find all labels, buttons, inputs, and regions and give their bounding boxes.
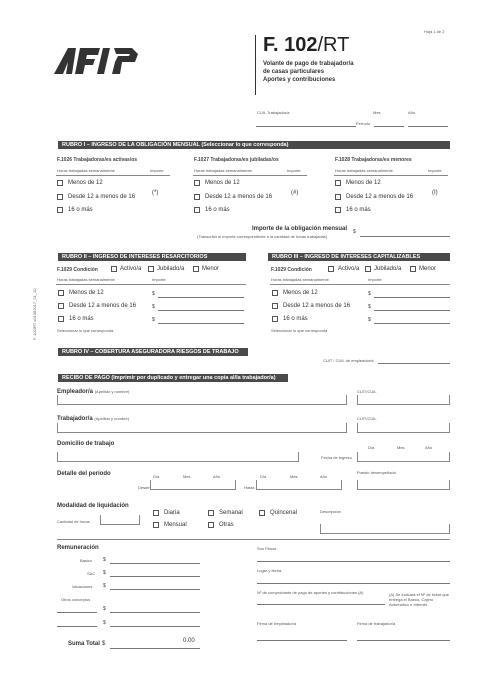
option-label: Otras [219,522,234,528]
option-label: Desde 12 a menos de 16 [68,194,136,200]
domicilio-input[interactable] [57,452,299,462]
currency-sign: $ [103,620,106,626]
hours-label: Horas trabajadas semanalmente [57,168,115,173]
rubro4-cuit-label: CUIT / CUIL de empleador/a [323,358,374,363]
dia-label: Día [368,445,375,450]
rubro3-jubilado-checkbox[interactable] [365,266,371,272]
mes-label: Mes [397,445,405,450]
rubro1-total-note: (Transcribir el importe correspondiente a la cantidad de horas trabajadas) [197,234,328,239]
rubro3-activo-checkbox[interactable] [328,266,334,272]
rubro1-col2-menos12-checkbox[interactable] [194,180,200,186]
cuil-input[interactable] [256,126,356,127]
option-label: Menos de 12 [346,180,381,186]
rubro3-importe1-input[interactable] [374,297,450,298]
cuil-label: CUIL Trabajador/a [257,110,290,115]
option-label: 16 o más [205,207,230,213]
option-label: Jubilado/a [157,266,185,272]
currency-sign: $ [152,291,155,297]
hasta-input[interactable] [256,480,342,490]
fecha-ingreso-input[interactable] [357,452,450,462]
basico-label: Básico [80,558,93,563]
option-label: Menos de 12 [69,290,104,296]
rubro3-menor-checkbox[interactable] [410,266,416,272]
rubro3-12a16-checkbox[interactable] [272,303,278,309]
rubro1-col2-12a16-checkbox[interactable] [194,194,200,200]
hours-label: Horas trabajadas semanalmente [335,168,393,173]
trabajador-cuit-input[interactable] [357,423,450,433]
vacaciones-label: Vacaciones [72,584,93,589]
cantidad-horas-label: Cantidad de horas [57,519,90,524]
lugar-fecha-input[interactable] [257,583,450,584]
anio-label: Año [213,474,221,479]
descripcion-input[interactable] [320,524,450,534]
empleador-input[interactable] [57,395,347,405]
rubro2-activo-checkbox[interactable] [111,266,117,272]
currency-sign: $ [368,317,371,323]
hours-label: Horas trabajadas semanalmente [57,277,115,282]
rubro3-importe3-input[interactable] [374,323,450,324]
otros-concepto-2-input[interactable] [110,626,200,627]
anio-label: Año [320,474,328,479]
hours-label: Horas trabajadas semanalmente [271,277,329,282]
cantidad-horas-input[interactable] [100,515,140,525]
suma-total-value: 0.00 [183,638,195,644]
otros-concepto-2-name[interactable] [57,626,97,627]
firma-trabajador-line[interactable] [357,640,450,641]
firma-empleador-line[interactable] [257,640,347,641]
rubro2-jubilado-checkbox[interactable] [148,266,154,272]
option-label: Mensual [164,522,187,528]
firma-empleador-label: Firma de empleador/a [257,621,297,626]
option-label: 16 o más [68,207,93,213]
modalidad-label: Modalidad de liquidación [57,503,129,509]
currency-sign: $ [103,583,106,589]
rubro2-menor-checkbox[interactable] [193,266,199,272]
puesto-label: Puesto desempeñado [357,470,396,475]
importe-label: Importe [428,168,442,173]
trabajador-label: Trabajador/a (Apellido y nombre) [57,416,130,422]
periodo-anio-input[interactable] [408,126,448,127]
option-label: Menos de 12 [283,290,318,296]
trabajador-input[interactable] [57,423,347,433]
option-label: Desde 12 a menos de 16 [283,303,351,309]
rubro2-12a16-checkbox[interactable] [58,303,64,309]
rubro3-footer: Seleccionar lo que corresponda [271,328,328,333]
hours-label: Horas trabajadas semanalmente [194,168,252,173]
rubro1-col3-16mas-checkbox[interactable] [335,207,341,213]
currency-sign: $ [152,317,155,323]
option-label: Semanal [219,510,243,516]
dia-label: Día [260,474,267,479]
mes-label: Mes [290,474,298,479]
option-label: Activo/a [338,266,360,272]
domicilio-label: Domicilio de trabajo [57,441,115,447]
sac-input[interactable] [110,576,200,577]
empleador-label: Empleador/a (Apellido y nombre) [57,389,130,395]
mark: (*) [152,190,159,196]
option-label: Menos de 12 [68,180,103,186]
anio-label: Año [408,110,416,115]
cuit-cuil-label: CUIT/CUIL [357,416,377,421]
dia-label: Día [153,474,160,479]
currency-sign: $ [103,557,106,563]
periodo-mes-input[interactable] [374,126,404,127]
rubro2-importe1-input[interactable] [158,297,244,298]
currency-sign: $ [368,304,371,310]
empleador-cuit-input[interactable] [357,395,450,405]
rubro2-header: RUBRO II – INGRESO DE INTERESES RESARCITORIOS [58,253,246,261]
lugar-fecha-label: Lugar y fecha [257,568,282,573]
rubro2-menos12-checkbox[interactable] [58,290,64,296]
option-label: 16 o más [283,316,308,322]
puesto-input[interactable] [357,480,450,490]
rubro4-cuit-input[interactable] [378,363,450,364]
rubro3-menos12-checkbox[interactable] [272,290,278,296]
comprobante-input[interactable] [257,604,385,605]
option-label: Diaria [164,510,180,516]
modalidad-quincenal-checkbox[interactable] [259,510,265,516]
option-label: Menos de 12 [205,180,240,186]
rubro2-16mas-checkbox[interactable] [58,316,64,322]
currency-sign: $ [102,641,106,647]
rubro2-condicion-label: F.1029 Condición [57,267,98,273]
rubro1-col1-16mas-checkbox[interactable] [57,207,63,213]
firma-trabajador-label: Firma de trabajador/a [357,621,396,626]
rubro3-importe2-input[interactable] [374,310,450,311]
modalidad-semanal-checkbox[interactable] [208,510,214,516]
currency-sign: $ [368,291,371,297]
otros-concepto-1-name[interactable] [57,612,97,613]
rubro1-header: RUBRO I – INGRESO DE LA OBLIGACIÓN MENSUAL (Seleccionar lo que corresponda) [58,141,450,149]
option-label: Desde 12 a menos de 16 [69,303,137,309]
rubro1-col2-16mas-checkbox[interactable] [194,207,200,213]
option-label: Activo/a [120,266,142,272]
option-label: Jubilado/a [374,266,402,272]
rubro2-footer: Seleccionar lo que corresponda [57,328,114,333]
otros-concepto-1-input[interactable] [110,612,200,613]
descripcion-label: Descripción [320,509,341,514]
option-label: 16 o más [346,207,371,213]
rubro3-16mas-checkbox[interactable] [272,316,278,322]
detalle-label: Detalle del período [57,471,111,477]
mes-label: Mes [373,110,381,115]
suma-total-label: Suma Total [68,641,100,647]
rubro4-header: RUBRO IV – COBERTURA ASEGURADORA RIESGOS DE TRABAJO [58,348,248,356]
rubro1-total-label: Importe de la obligación mensual [252,226,348,232]
rubro1-total-input[interactable] [360,236,450,237]
side-version-text: F. 102/RT v01082017_21_10 [32,288,37,340]
suma-total-field[interactable] [110,648,200,649]
currency-sign: $ [353,229,356,235]
desde-label: Desde [138,485,150,490]
rubro1-col1-menos12-checkbox[interactable] [57,180,63,186]
rubro1-col1-title: F.1026 Trabajadoras/es activas/os [57,157,138,163]
option-label: Menor [419,266,437,272]
option-label: 16 o más [69,316,94,322]
modalidad-diaria-checkbox[interactable] [153,510,159,516]
son-pesos-input[interactable] [257,561,450,562]
fecha-ingreso-label: Fecha de ingreso [321,455,352,460]
option-label: Desde 12 a menos de 16 [205,194,273,200]
mark: (#) [291,190,299,196]
hasta-label: Hasta [244,485,255,490]
importe-label: Importe [150,168,164,173]
rubro1-col3-title: F.1028 Trabajadoras/es menores [335,157,412,163]
cuit-cuil-label: CUIT/CUIL [357,389,377,394]
mes-label: Mes [183,474,191,479]
rubro3-condicion-label: F.1029 Condición [271,267,312,273]
mark: (I) [432,190,438,196]
comprobante-label: Nº de comprobante de pago de aportes y contribuciones (A) [257,590,364,595]
currency-sign: $ [103,606,106,612]
vacaciones-input[interactable] [110,589,200,590]
rubro3-header: RUBRO III – INGRESO DE INTERESES CAPITALIZABLES [268,253,450,261]
rubro1-col2-title: F.1027 Trabajadoras/es jubiladas/os [194,157,279,163]
option-label: Desde 12 a menos de 16 [346,194,414,200]
afip-logo [52,44,144,78]
rubro1-col3-12a16-checkbox[interactable] [335,194,341,200]
option-label: Menor [202,266,220,272]
importe-label: Importe [287,168,301,173]
form-code: F. 102/RT [263,34,350,56]
recibo-header: RECIBO DE PAGO (Imprimir por duplicado y entregar una copia al/la trabajador/a) [58,374,288,382]
currency-sign: $ [103,570,106,576]
otros-conceptos-label: Otros conceptos [61,597,91,602]
rubro1-col3-menos12-checkbox[interactable] [335,180,341,186]
rubro2-importe3-input[interactable] [158,323,244,324]
rubro2-importe2-input[interactable] [158,310,244,311]
importe-label: Importe [368,277,382,282]
remuneracion-label: Remuneración [57,545,99,551]
anio-label: Año [425,445,433,450]
rubro1-col1-12a16-checkbox[interactable] [57,194,63,200]
currency-sign: $ [152,304,155,310]
basico-input[interactable] [110,563,200,564]
sac-label: SAC [87,571,96,576]
option-label: Quincenal [270,510,298,516]
modalidad-mensual-checkbox[interactable] [153,522,159,528]
periodo-label: Período [356,121,371,126]
form-title: Volante de pago de trabajador/a de casas particulares Aportes y contribuciones [263,61,354,83]
importe-label: Importe [152,277,166,282]
son-pesos-label: Son Pesos [257,546,277,551]
modalidad-otras-checkbox[interactable] [208,522,214,528]
desde-input[interactable] [150,480,236,490]
nota-a: (A) Se indicará el Nº de ticket que entrega el Banco, Cajero Automático e Internet. [389,592,449,607]
page-indicator: Hoja 1 de 2 [424,29,445,34]
